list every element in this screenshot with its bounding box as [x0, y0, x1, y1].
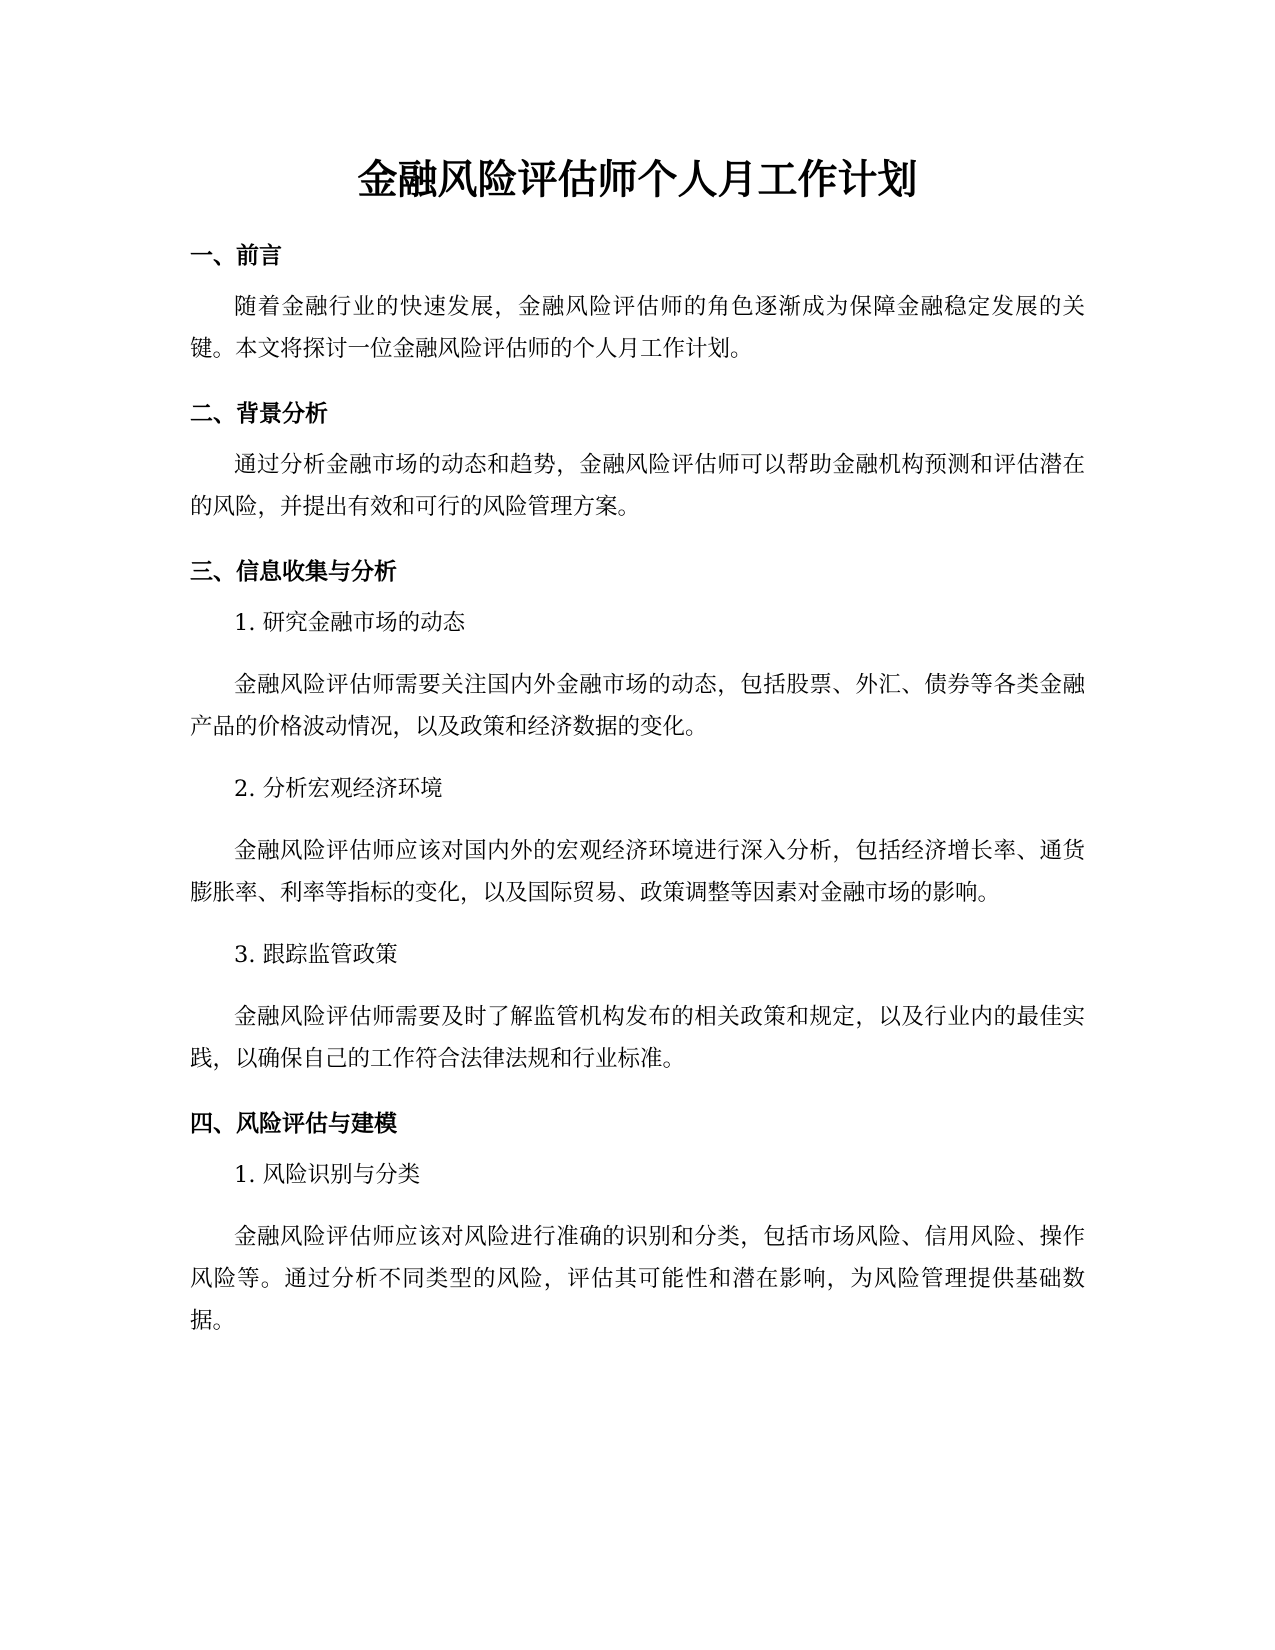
section-heading-information: 三、信息收集与分析: [190, 559, 397, 585]
paragraph: 金融风险评估师需要关注国内外金融市场的动态，包括股票、外汇、债券等各类金融产品的价格波动情况，以及政策和经济数据的变化。: [190, 672, 1085, 740]
list-item-label: 1. 风险识别与分类: [234, 1162, 421, 1188]
paragraph: 金融风险评估师应该对风险进行准确的识别和分类，包括市场风险、信用风险、操作风险等。通过分析不同类型的风险，评估其可能性和潜在影响，为风险管理提供基础数据。: [190, 1224, 1085, 1334]
paragraph: 金融风险评估师需要及时了解监管机构发布的相关政策和规定，以及行业内的最佳实践，以确保自己的工作符合法律法规和行业标准。: [190, 1004, 1085, 1072]
section-heading-preface: 一、前言: [190, 243, 282, 269]
list-item-label: 1. 研究金融市场的动态: [234, 610, 466, 636]
document-title: 金融风险评估师个人月工作计划: [357, 157, 918, 203]
list-item-label: 2. 分析宏观经济环境: [234, 776, 443, 802]
section-heading-background: 二、背景分析: [190, 401, 328, 427]
paragraph: 金融风险评估师应该对国内外的宏观经济环境进行深入分析，包括经济增长率、通货膨胀率、利率等指标的变化，以及国际贸易、政策调整等因素对金融市场的影响。: [190, 838, 1085, 906]
section-heading-risk-assessment: 四、风险评估与建模: [190, 1111, 397, 1137]
paragraph: 随着金融行业的快速发展，金融风险评估师的角色逐渐成为保障金融稳定发展的关键。本文将探讨一位金融风险评估师的个人月工作计划。: [190, 294, 1085, 362]
paragraph: 通过分析金融市场的动态和趋势，金融风险评估师可以帮助金融机构预测和评估潜在的风险，并提出有效和可行的风险管理方案。: [190, 452, 1085, 520]
list-item-label: 3. 跟踪监管政策: [234, 942, 398, 968]
